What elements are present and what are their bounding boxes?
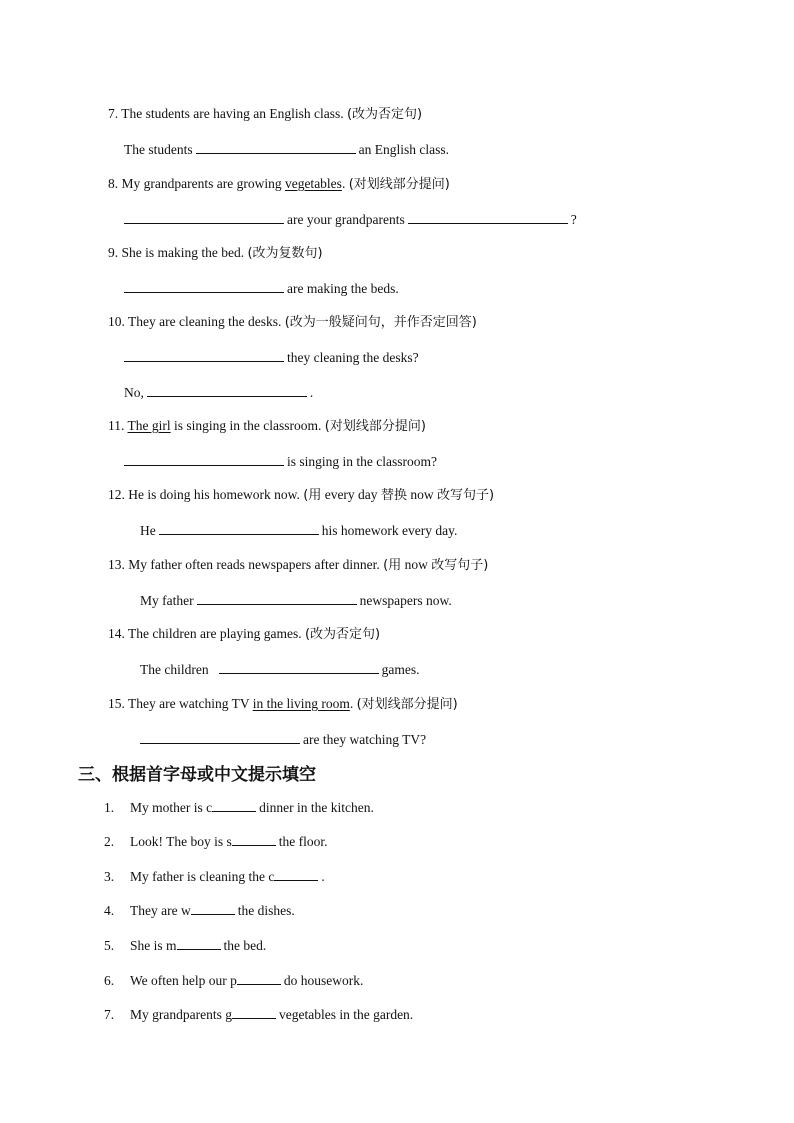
question-8: [108, 175, 450, 194]
question-15: [108, 695, 458, 714]
answer-text: are making the beds.: [287, 281, 399, 296]
list-item: [104, 867, 325, 886]
instruction: (改为否定句): [346, 107, 423, 122]
list-item: [104, 798, 374, 817]
list-item-text: .: [321, 869, 325, 884]
fill-blank[interactable]: [191, 901, 235, 915]
list-item-number: 3.: [104, 869, 115, 884]
list-item-number: 4.: [104, 903, 115, 918]
answer-text: The children: [140, 662, 209, 677]
answer-14: [140, 660, 419, 679]
answer-15: [140, 730, 426, 749]
question-text: My grandparents are growing: [121, 176, 282, 191]
question-number: 9.: [108, 245, 119, 260]
instruction: 改写句子): [436, 488, 495, 503]
instruction: 替换: [380, 488, 407, 503]
instruction: now: [404, 557, 428, 572]
list-item: [104, 971, 363, 990]
answer-text: newspapers now.: [359, 593, 452, 608]
instruction: (用: [303, 488, 322, 503]
underlined-part: vegetables: [284, 176, 342, 191]
list-item: [104, 936, 266, 955]
answer-text: The students: [124, 142, 193, 157]
answer-13: [140, 591, 452, 610]
question-7: [108, 105, 422, 124]
answer-text: ?: [570, 212, 577, 227]
question-13: [108, 556, 488, 575]
question-text: They are watching TV: [128, 696, 250, 711]
list-item-text: She is m: [130, 938, 177, 953]
fill-blank[interactable]: [177, 936, 221, 950]
answer-text: they cleaning the desks?: [287, 350, 419, 365]
list-item-text: Look! The boy is s: [130, 834, 232, 849]
answer-10-short: [124, 383, 313, 402]
answer-text: .: [309, 385, 314, 400]
answer-text: is singing in the classroom?: [287, 454, 437, 469]
answer-blank[interactable]: [197, 591, 357, 605]
list-item-number: 6.: [104, 973, 115, 988]
fill-blank[interactable]: [237, 971, 281, 985]
question-9: [108, 244, 323, 263]
list-item-text: the floor.: [278, 834, 328, 849]
answer-blank[interactable]: [140, 730, 300, 744]
fill-blank[interactable]: [274, 867, 318, 881]
question-number: 12.: [108, 487, 125, 502]
answer-blank[interactable]: [124, 452, 284, 466]
list-item-text: the dishes.: [237, 903, 295, 918]
question-number: 15.: [108, 696, 125, 711]
answer-blank[interactable]: [124, 279, 284, 293]
instruction: every day: [324, 487, 378, 502]
question-number: 10.: [108, 314, 125, 329]
underlined-part: The girl: [127, 418, 171, 433]
answer-7: [124, 140, 449, 159]
question-number: 13.: [108, 557, 125, 572]
instruction: (改为一般疑问句，并作否定回答): [284, 315, 477, 330]
instruction: (改为否定句): [304, 627, 381, 642]
instruction: (对划线部分提问): [348, 177, 450, 192]
fill-blank[interactable]: [232, 1005, 276, 1019]
question-number: 11.: [108, 418, 125, 433]
answer-10: [124, 348, 419, 367]
answer-blank[interactable]: [196, 140, 356, 154]
answer-text: are your grandparents: [287, 212, 405, 227]
answer-text: an English class.: [358, 142, 449, 157]
answer-12: [140, 521, 457, 540]
fill-blank[interactable]: [232, 832, 276, 846]
list-item-text: the bed.: [223, 938, 267, 953]
question-11: [108, 417, 426, 436]
list-item: [104, 901, 295, 920]
question-text: The students are having an English class.: [121, 106, 344, 121]
answer-blank[interactable]: [219, 660, 379, 674]
instruction: now: [410, 487, 434, 502]
answer-text: He: [140, 523, 156, 538]
answer-text: No,: [124, 385, 144, 400]
question-number: 14.: [108, 626, 125, 641]
answer-11: [124, 452, 437, 471]
answer-blank[interactable]: [159, 521, 319, 535]
answer-blank[interactable]: [147, 383, 307, 397]
answer-text: My father: [140, 593, 194, 608]
list-item-text: We often help our p: [130, 973, 237, 988]
question-number: 7.: [108, 106, 119, 121]
list-item: [104, 832, 328, 851]
instruction: (对划线部分提问): [324, 419, 426, 434]
answer-blank[interactable]: [124, 348, 284, 362]
list-item-number: 1.: [104, 800, 115, 815]
question-number: 8.: [108, 176, 119, 191]
question-text: They are cleaning the desks.: [128, 314, 282, 329]
answer-blank[interactable]: [124, 210, 284, 224]
list-item-text: do housework.: [283, 973, 364, 988]
list-item-text: My mother is c: [130, 800, 213, 815]
instruction: (改为复数句): [247, 246, 323, 261]
question-text: is singing in the classroom.: [174, 418, 322, 433]
question-text: She is making the bed.: [121, 245, 245, 260]
list-item: [104, 1005, 413, 1024]
answer-text: are they watching TV?: [303, 732, 427, 747]
list-item-text: My father is cleaning the c: [130, 869, 275, 884]
question-10: [108, 313, 477, 332]
list-item-number: 2.: [104, 834, 115, 849]
instruction: (对划线部分提问): [356, 697, 458, 712]
fill-blank[interactable]: [212, 798, 256, 812]
question-12: [108, 486, 494, 505]
answer-text: his homework every day.: [321, 523, 458, 538]
answer-9: [124, 279, 399, 298]
list-item-text: They are w: [130, 903, 191, 918]
list-item-text: My grandparents g: [130, 1007, 232, 1022]
question-text: He is doing his homework now.: [128, 487, 300, 502]
section-heading: 三、根据首字母或中文提示填空: [78, 765, 316, 785]
question-14: [108, 625, 380, 644]
question-text: .: [349, 696, 354, 711]
question-text: The children are playing games.: [128, 626, 302, 641]
list-item-number: 5.: [104, 938, 115, 953]
question-text: My father often reads newspapers after dinner.: [128, 557, 380, 572]
instruction: 改写句子): [431, 558, 489, 573]
question-text: .: [341, 176, 346, 191]
answer-8: [124, 210, 577, 229]
list-item-text: vegetables in the garden.: [278, 1007, 414, 1022]
instruction: (用: [383, 558, 402, 573]
list-item-number: 7.: [104, 1007, 115, 1022]
answer-blank[interactable]: [408, 210, 568, 224]
answer-text: games.: [381, 662, 420, 677]
list-item-text: dinner in the kitchen.: [259, 800, 374, 815]
underlined-part: in the living room: [252, 696, 350, 711]
